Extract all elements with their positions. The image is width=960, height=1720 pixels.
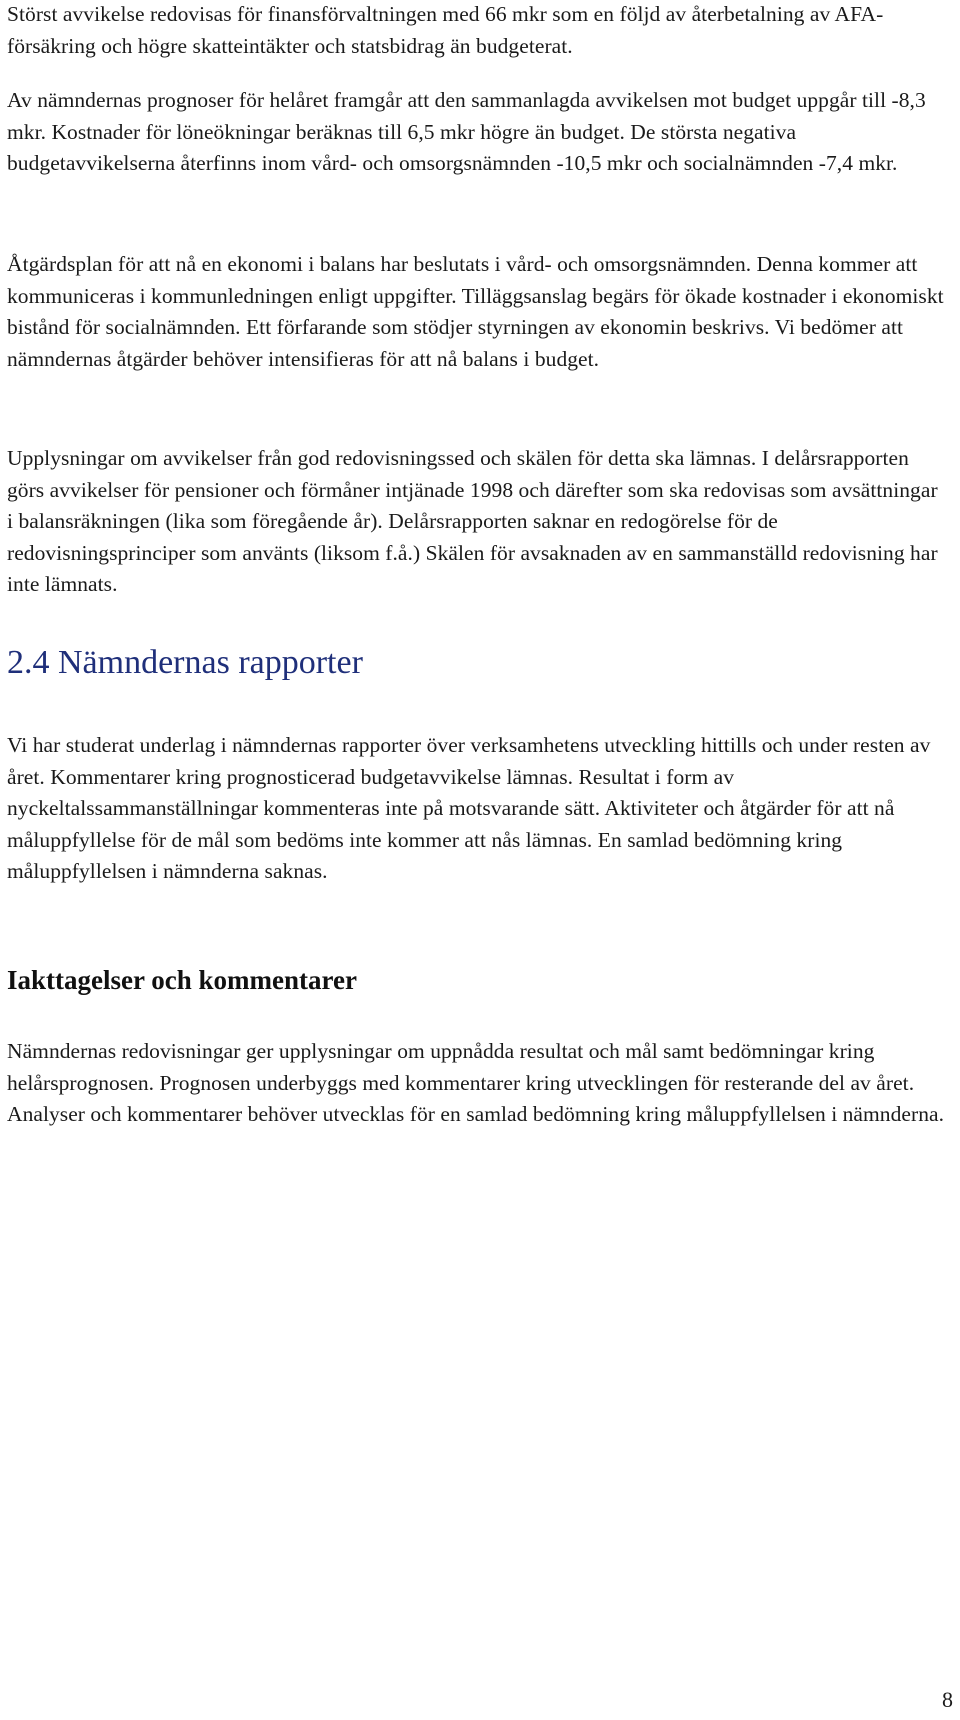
paragraph-upplysningar: Upplysningar om avvikelser från god redovisningssed och skälen för detta ska lämnas. I delårsrapporten görs avvikelser för pensioner och förmåner intjänade 1998 och därefter som ska redovisas som avsättningar i balansräkningen (lika som föregående år). Delårsrapporten saknar en redogörelse för de redovisningsprinciper som använts (liksom f.å.) Skälen för avsaknaden av en sammanställd redovisning har inte lämnats. (7, 446, 938, 596)
paragraph-iakttagelser: Nämndernas redovisningar ger upplysningar om uppnådda resultat och mål samt bedömningar kring helårsprognosen. Prognosen underbyggs med kommentarer kring utvecklingen för resterande del av året. Analyser och kommentarer behöver utvecklas för en samlad bedömning kring måluppfyllelsen i nämnderna. (7, 1039, 945, 1126)
paragraph-prognos: Av nämndernas prognoser för helåret framgår att den sammanlagda avvikelsen mot budget uppgår till -8,3 mkr. Kostnader för löneökningar beräknas till 6,5 mkr högre än budget. De största negativa budgetavvikelserna återfinns inom vård- och omsorgsnämnden -10,5 mkr och socialnämnden -7,4 mkr. (7, 88, 926, 175)
paragraph-atgardsplan: Åtgärdsplan för att nå en ekonomi i balans har beslutats i vård- och omsorgsnämnden. Denna kommer att kommuniceras i kommunledningen enligt uppgifter. Tilläggsanslag begärs för ökade kostnader i ekonomiskt bistånd för socialnämnden. Ett förfarande som stödjer styrningen av ekonomin beskrivs. Vi bedömer att nämndernas åtgärder behöver intensifieras för att nå balans i budget. (7, 252, 944, 371)
section-heading: 2.4 Nämndernas rapporter (7, 644, 363, 681)
paragraph-namndernas-rapporter: Vi har studerat underlag i nämndernas rapporter över verksamhetens utveckling hittills och under resten av året. Kommentarer kring prognosticerad budgetavvikelse lämnas. Resultat i form av nyckeltalssammanställningar kommenteras inte på motsvarande sätt. Aktiviteter och åtgärder för att nå måluppfyllelse för de mål som bedöms inte kommer att nås lämnas. En samlad bedömning kring måluppfyllelsen i nämnderna saknas. (7, 733, 931, 883)
subsection-heading: Iakttagelser och kommentarer (7, 965, 357, 995)
page-number: 8 (942, 1687, 953, 1712)
paragraph-intro: Störst avvikelse redovisas för finansförvaltningen med 66 mkr som en följd av återbetalning av AFA-försäkring och högre skatteintäkter och statsbidrag än budgeterat. (7, 2, 884, 58)
